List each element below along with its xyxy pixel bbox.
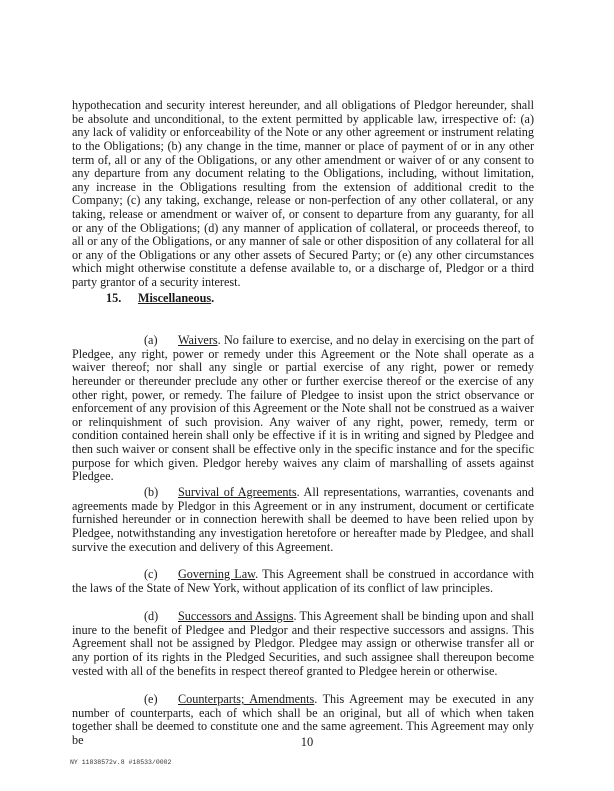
paragraph-caption: Governing Law <box>178 567 256 582</box>
paragraph-label: (d) <box>144 609 159 624</box>
paragraph-caption: Successors and Assigns <box>178 609 294 624</box>
section-title-period: . <box>211 291 215 305</box>
paragraph-governing-law <box>72 568 534 595</box>
section-number: 15. <box>106 291 122 305</box>
paragraph-successors <box>72 610 534 678</box>
paragraph-body: . This Agreement shall be binding upon and shall inure to the benefit of Pledgee and Pledgor and their respective successors and assigns. This Agreement shall not be assigned by Pledgor. Pledgee may assign or otherwise transfer all or any portion of its rights in the Pledged Securities, and such assignee shall thereupon become vested with all of the benefits in respect thereof granted to Pledgee herein or otherwise. <box>72 609 534 678</box>
intro-paragraph: hypothecation and security interest hereunder, and all obligations of Pledgor hereunder, shall be absolute and unconditional, to the extent permitted by applicable law, irrespective of: (a) any lack of validity or enforceability of the Note or any other agreement or instrument relating to the Obligations; (b) any change in the time, manner or place of payment of or in any other term of, all or any of the Obligations, or any other amendment or waiver of or any consent to any departure from any document relating to the Obligations, including, without limitation, any increase in the Obligations resulting from the extension of additional credit to the Company; (c) any taking, exchange, release or non-perfection of any other collateral, or any taking, release or amendment or waiver of, or consent to departure from any guaranty, for all or any of the Obligations; (d) any manner of application of collateral, or proceeds thereof, to all or any of the Obligations, or any manner of sale or other disposition of any collateral for all or any of the Obligations or any other assets of Secured Party; or (e) any other circumstances which might otherwise constitute a defense available to, or a discharge of, Pledgor or a third party grantor of a security interest. <box>72 98 534 289</box>
paragraph-caption: Survival of Agreements <box>178 485 297 500</box>
paragraph-label: (c) <box>144 567 158 582</box>
paragraph-waivers <box>72 334 534 484</box>
paragraph-label: (a) <box>144 333 158 348</box>
paragraph-label: (b) <box>144 485 159 500</box>
paragraph-label: (e) <box>144 692 158 707</box>
paragraph-body: . This Agreement shall be construed in accordance with the laws of the State of New York, without application of its conflict of law principles. <box>72 567 534 595</box>
paragraph-body: . All representations, warranties, covenants and agreements made by Pledgor in this Agreement or in any instrument, document or certificate furnished hereunder or in connection herewith shall be deemed to have been relied upon by Pledgee, notwithstanding any investigation heretofore or hereafter made by Pledgee, and shall survive the execution and delivery of this Agreement. <box>72 485 534 554</box>
paragraph-body: . No failure to exercise, and no delay in exercising on the part of Pledgee, any right, power or remedy under this Agreement or the Note shall operate as a waiver thereof; nor shall any single or partial exercise of any right, power or remedy hereunder or thereunder preclude any other or further exercise thereof or the exercise of any other right, power, or remedy. The failure of Pledgee to insist upon the strict observance or enforcement of any provision of this Agreement or the Note shall not be construed as a waiver or relinquishment of such provision. Any waiver of any right, power, remedy, term or condition contained herein shall only be effective if it is in writing and signed by Pledgee and then such waiver or consent shall be effective only in the specific instance and for the specific purpose for which given. Pledgor hereby waives any claim of marshalling of assets against Pledgee. <box>72 333 534 484</box>
paragraph-survival <box>72 486 534 554</box>
paragraph-caption: Waivers <box>178 333 218 348</box>
section-title: Miscellaneous <box>138 291 212 305</box>
document-footer-id: NY 11838572v.8 #18533/0002 <box>70 759 172 766</box>
paragraph-caption: Counterparts; Amendments <box>178 692 315 707</box>
page-number: 10 <box>300 735 314 749</box>
paragraph-body: . This Agreement may be executed in any number of counterparts, each of which shall be an original, but all of which when taken together shall be deemed to constitute one and the same agreement. This Agreement may only be <box>72 692 534 747</box>
section-heading <box>106 291 214 306</box>
